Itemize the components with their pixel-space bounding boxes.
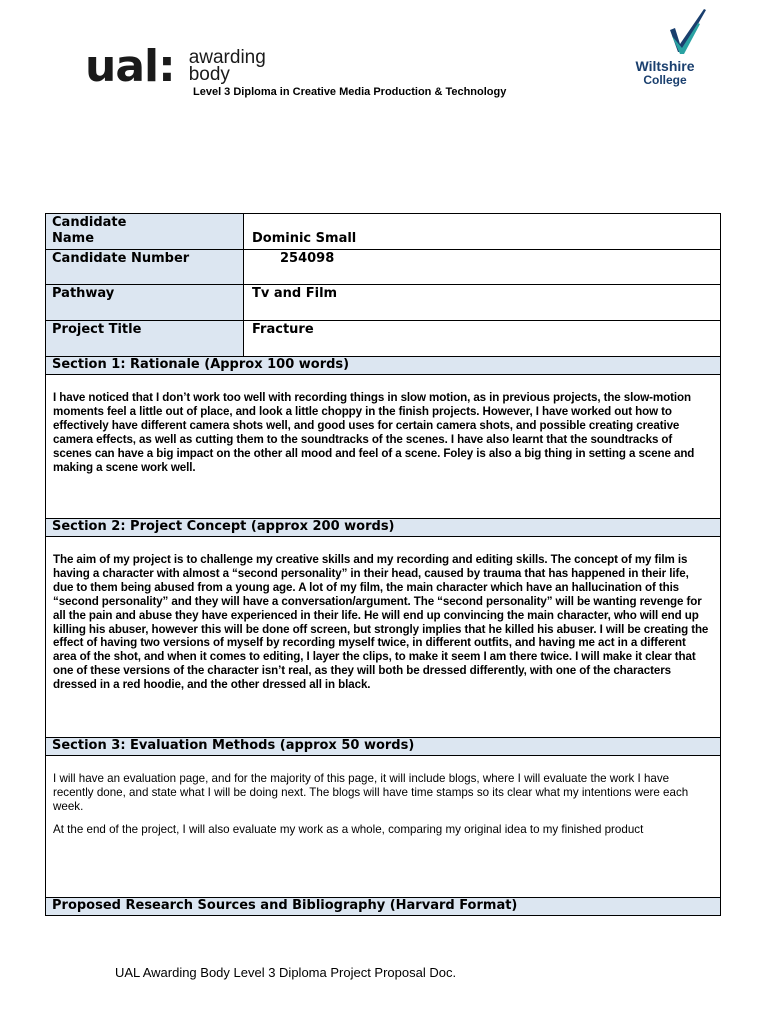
proposal-form [45,213,721,916]
candidate-number-value: 254098 [280,251,335,266]
section2-heading-row [46,519,720,537]
candidate-name-label: Candidate Name [46,214,244,249]
wiltshire-college-logo [620,8,710,90]
project-title-value: Fracture [252,322,314,337]
checkmark-icon [620,8,710,60]
pathway-value: Tv and Film [252,286,338,301]
project-title-row [46,321,720,357]
section3-text [53,772,712,846]
candidate-name-value: Dominic Small [252,231,357,246]
section2-text: The aim of my project is to challenge my creative skills and my recording and editing skills. The concept of my film is having a character with almost a “second personality” in their head, caused by trauma that has happened in their life, due to them being abused from a young age. A lot of my film, the main character which have an hallucination of this “second personality” and they will have a conversation/argument. The “second personality” will be wanting revenge for all the pain and abuse they have experienced in their life. He will end up convincing the main character, who will end up killing his abuser, however this will be done off screen, but strongly implies that he killed his abuser. I will be creating the effect of having two versions of myself by recording myself twice, in different outfits, and having me act in a different area of the shot, and when it comes to editing, I layer the clips, to make it seem I am there twice. I will make it clear that one of these versions of the character isn’t real, as they will both be dressed differently, with one of the characters dressed in a red hoodie, and the other dressed all in black. [53,553,709,692]
bibliography-heading: Proposed Research Sources and Bibliography (Harvard Format) [46,898,720,915]
section3-paragraph-1: I will have an evaluation page, and for the majority of this page, it will include blogs, where I will evaluate the work I have recently done, and state what I will be doing next. The blogs will have time stamps so its clear what my intentions were each week. [53,772,689,813]
diploma-title: Level 3 Diploma in Creative Media Production & Technology [193,86,507,98]
section1-heading: Section 1: Rationale (Approx 100 words) [46,357,720,374]
candidate-number-row [46,250,720,285]
pathway-row [46,285,720,321]
section1-body-row [46,375,720,519]
ual-awarding-body-logo [85,41,266,92]
section3-body-row [46,756,720,898]
section3-heading-row [46,738,720,756]
project-title-label: Project Title [46,321,244,356]
section1-heading-row [46,357,720,375]
pathway-label: Pathway [46,285,244,320]
candidate-number-label: Candidate Number [46,250,244,284]
ual-mark: ual: [85,41,175,92]
section3-paragraph-2: At the end of the project, I will also evaluate my work as a whole, comparing my original idea to my finished product [53,822,644,836]
section3-heading: Section 3: Evaluation Methods (approx 50 words) [46,738,720,755]
bibliography-heading-row [46,898,720,915]
footer-text: UAL Awarding Body Level 3 Diploma Project Proposal Doc. [115,965,457,980]
section2-body-row [46,537,720,738]
ual-awarding-body-text: awarding body [188,47,266,85]
section2-heading: Section 2: Project Concept (approx 200 words) [46,519,720,536]
college-name-line1: Wiltshire [635,58,695,74]
section1-text: I have noticed that I don’t work too well with recording things in slow motion, as in previous projects, the slow-motion moments feel a little out of place, and look a little choppy in the finish projects. However, I have worked out how to effectively have different camera shots well, and good uses for certain camera shots, and possible creating creative camera effects, as well as cutting them to the soundtracks of the scenes. I have also learnt that the soundtracks of scenes can have a big impact on the other all mood and feel of a scene. Foley is also a big thing in setting a scene and making a scene work well. [53,391,695,474]
candidate-name-row [46,214,720,250]
college-name-line2: College [643,73,687,87]
